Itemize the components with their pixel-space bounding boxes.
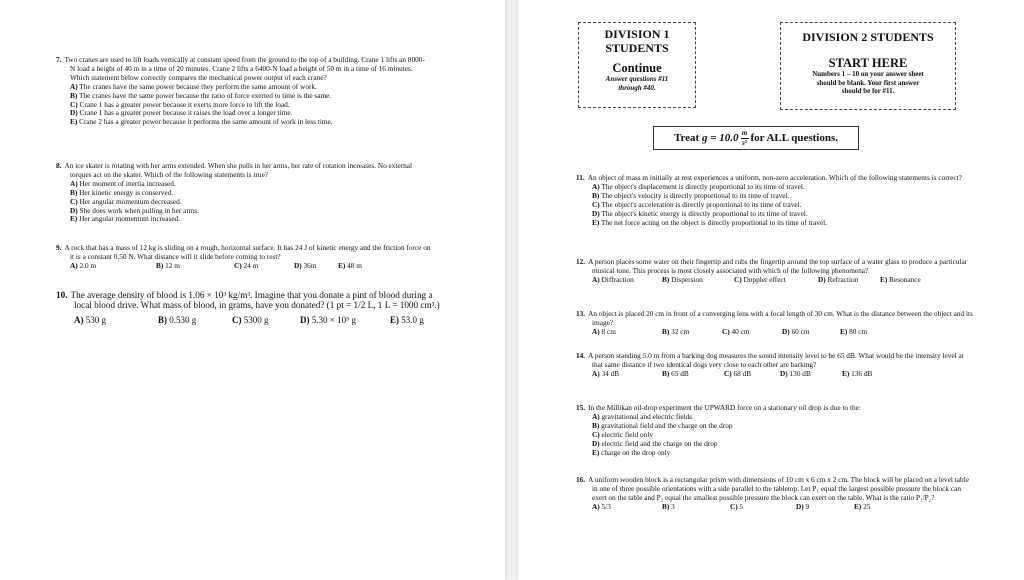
division-2-title: DIVISION 2 STUDENTS xyxy=(802,30,934,44)
question-stem: An ice skater is rotating with her arms extended. When she pulls in her arms, her rate of rotation increases. No external torques act on the skater. Which of the following statements is true? xyxy=(64,161,413,179)
choice-d: D) electric field and the charge on the drop xyxy=(592,438,718,448)
question-15 xyxy=(576,404,976,457)
question-7 xyxy=(56,56,426,127)
page-left xyxy=(0,0,505,580)
choice-a: A) The cranes have the same power because they perform the same amount of work. xyxy=(70,81,317,91)
answer-choices xyxy=(576,370,976,379)
choice-e: E) 80 cm xyxy=(840,326,868,336)
choice-e: E) The net force acting on the object is directly proportional to its time of travel. xyxy=(592,217,827,227)
answer-choices xyxy=(576,503,976,512)
choice-b: B) The object's velocity is directly proportional to its time of travel. xyxy=(592,190,790,200)
question-stem: A rock that has a mass of 12 kg is sliding on a rough, horizontal surface. It has 24 J of kinetic energy and the friction force on it is a constant 0.50 N. What distance will it slide before coming to rest? xyxy=(64,243,431,261)
choice-d: D) 36m xyxy=(294,260,317,270)
question-number: 8. xyxy=(56,161,62,170)
choice-c: C) 40 cm xyxy=(722,326,750,336)
question-stem: The average density of blood is 1.06 × 10³ kg/m³. Imagine that you donate a pint of blood during a local blood drive. What mass of blood, in grams, have you donated? (1 pt = 1/2 L, 1 L = 1000 cm³.) xyxy=(70,290,440,311)
gravity-constant-note: Treat g = 10.0 $\frac{m}{\text{s²}}$ for ALL questions. xyxy=(653,126,859,150)
question-10 xyxy=(56,290,446,325)
choice-d: D) 130 dB xyxy=(780,368,811,378)
choice-e: E) 53.0 g xyxy=(390,314,424,325)
choice-b: B) 65 dB xyxy=(662,368,689,378)
choice-b: B) gravitational field and the charge on the drop xyxy=(592,420,733,430)
division-2-note-2: should be blank. Your first answer xyxy=(816,78,920,87)
question-13 xyxy=(576,310,976,337)
division-2-note-3: should be for #11. xyxy=(841,87,895,96)
division-1-action: Continue xyxy=(612,61,662,75)
answer-choices xyxy=(56,315,446,325)
choice-a: A) 8 cm xyxy=(592,326,616,336)
question-8 xyxy=(56,162,426,224)
question-11 xyxy=(576,174,976,227)
gravity-equation: g = 10.0 xyxy=(701,132,739,144)
choice-c: C) 5300 g xyxy=(232,314,269,325)
question-16 xyxy=(576,476,976,512)
division-2-action: START HERE xyxy=(828,56,908,70)
choice-a: A) 34 dB xyxy=(592,368,620,378)
choice-c: C) 24 m xyxy=(234,260,259,270)
division-1-title: DIVISION 1 xyxy=(604,27,670,41)
question-number: 13. xyxy=(576,309,586,318)
choice-e: E) 136 dB xyxy=(842,368,873,378)
choice-d: D) Refraction xyxy=(818,274,859,284)
choice-b: B) Her kinetic energy is conserved. xyxy=(70,187,174,197)
choice-c: C) Crane 1 has a greater power because it exerts more force to lift the load. xyxy=(70,99,290,109)
question-number: 10. xyxy=(56,290,68,300)
choice-c: C) 5 xyxy=(730,501,744,511)
question-9 xyxy=(56,244,436,271)
choice-e: E) 25 xyxy=(854,501,871,511)
choice-a: A) gravitational and electric fields xyxy=(592,411,693,421)
choice-d: D) 9 xyxy=(796,501,810,511)
choice-b: B) The cranes have the same power because the ratio of force exerted to time is the same. xyxy=(70,90,332,100)
answer-choices xyxy=(576,183,976,228)
page-right xyxy=(518,0,1024,580)
choice-d: D) 5.30 × 10⁵ g xyxy=(300,314,356,325)
choice-c: C) 68 dB xyxy=(724,368,752,378)
question-12 xyxy=(576,258,976,285)
division-1-subtitle: STUDENTS xyxy=(605,41,669,55)
choice-a: A) 2.0 m xyxy=(70,260,97,270)
question-stem: A person standing 5.0 m from a barking dog measures the sound intensity level to be 65 dB. What would be the intensity level at that same distance if two identical dogs very close to each other are barking? xyxy=(588,351,964,369)
choice-a: A) 530 g xyxy=(74,314,106,325)
choice-e: E) 48 m xyxy=(338,260,362,270)
division-1-note-2: through #40. xyxy=(618,83,656,92)
answer-choices xyxy=(576,413,976,458)
choice-c: C) The object's acceleration is directly proportional to its time of travel. xyxy=(592,199,802,209)
choice-c: C) electric field only xyxy=(592,429,653,439)
answer-choices xyxy=(576,328,976,337)
choice-b: B) Dispersion xyxy=(662,274,703,284)
gravity-unit: $\frac{m}{\text{s²}}$ xyxy=(741,128,748,147)
question-number: 16. xyxy=(576,475,586,484)
choice-b: B) 32 cm xyxy=(662,326,690,336)
choice-d: D) 60 cm xyxy=(782,326,810,336)
division-1-notice xyxy=(578,22,696,108)
choice-b: B) 3 xyxy=(662,501,675,511)
question-14 xyxy=(576,352,976,379)
answer-choices xyxy=(56,83,426,128)
choice-b: B) 0.530 g xyxy=(158,314,197,325)
choice-d: D) She does work when pulling in her arms. xyxy=(70,205,200,215)
choice-e: E) charge on the drop only xyxy=(592,447,671,457)
choice-c: C) Doppler effect xyxy=(734,274,786,284)
question-stem: A uniform wooden block is a rectangular prism with dimensions of 10 cm x 6 cm x 2 cm. The block will be placed on a level table in one of three possible orientations with a side parallel to the tabletop. Let P₁ equal the largest possible pressure the block can exert on the table and P₂ equal the smallest possible pressure the block can exert on the table. What is the ratio P₁/P₂? xyxy=(588,475,969,502)
choice-d: D) Crane 1 has a greater power because it raises the load over a longer time. xyxy=(70,108,293,118)
question-number: 14. xyxy=(576,351,586,360)
choice-a: A) Her moment of inertia increased. xyxy=(70,178,176,188)
question-number: 11. xyxy=(576,173,585,182)
question-stem: A person places some water on their fingertip and rubs the fingertip around the top surface of a water glass to produce a particular musical tone. This process is most closely associated with which of the following phenomena? xyxy=(588,257,968,275)
question-stem: An object is placed 20 cm in front of a converging lens with a focal length of 30 cm. What is the distance between the object and its image? xyxy=(588,309,973,327)
choice-c: C) Her angular momentum decreased. xyxy=(70,196,182,206)
choice-e: E) Crane 2 has a greater power because it performs the same amount of work in less time. xyxy=(70,117,333,127)
answer-choices xyxy=(56,262,436,271)
answer-choices xyxy=(576,276,976,285)
choice-a: A) 5/3 xyxy=(592,501,611,511)
choice-e: E) Her angular momentum increased. xyxy=(70,214,181,224)
question-stem: In the Millikan oil-drop experiment the UPWARD force on a stationary oil drop is due to the: xyxy=(588,403,861,412)
division-2-notice xyxy=(780,22,956,110)
question-number: 12. xyxy=(576,257,586,266)
choice-e: E) Resonance xyxy=(880,274,921,284)
question-number: 7. xyxy=(56,55,62,64)
question-number: 9. xyxy=(56,243,62,252)
question-number: 15. xyxy=(576,403,586,412)
choice-a: A) Diffraction xyxy=(592,274,634,284)
question-stem: Two cranes are used to lift loads vertically at constant speed from the ground to the top of a building. Crane 1 lifts an 8000-N load a height of 40 m in a time of 20 minutes. Crane 2 lifts a 6400-N load a height of 50 m in a time of 16 minutes. Which statement below correctly compares the mechanical power output of each crane? xyxy=(64,55,425,82)
division-2-note: Numbers 1 – 10 on your answer sheet xyxy=(812,70,924,78)
answer-choices xyxy=(56,180,426,225)
choice-b: B) 12 m xyxy=(156,260,180,270)
division-1-note: Answer questions #11 xyxy=(605,75,669,83)
choice-a: A) The object's displacement is directly proportional to its time of travel. xyxy=(592,181,805,191)
question-stem: An object of mass m initially at rest experiences a uniform, non-zero acceleration. Which of the following statements is correct? xyxy=(587,173,962,182)
choice-d: D) The object's kinetic energy is directly proportional to its time of travel. xyxy=(592,208,808,218)
